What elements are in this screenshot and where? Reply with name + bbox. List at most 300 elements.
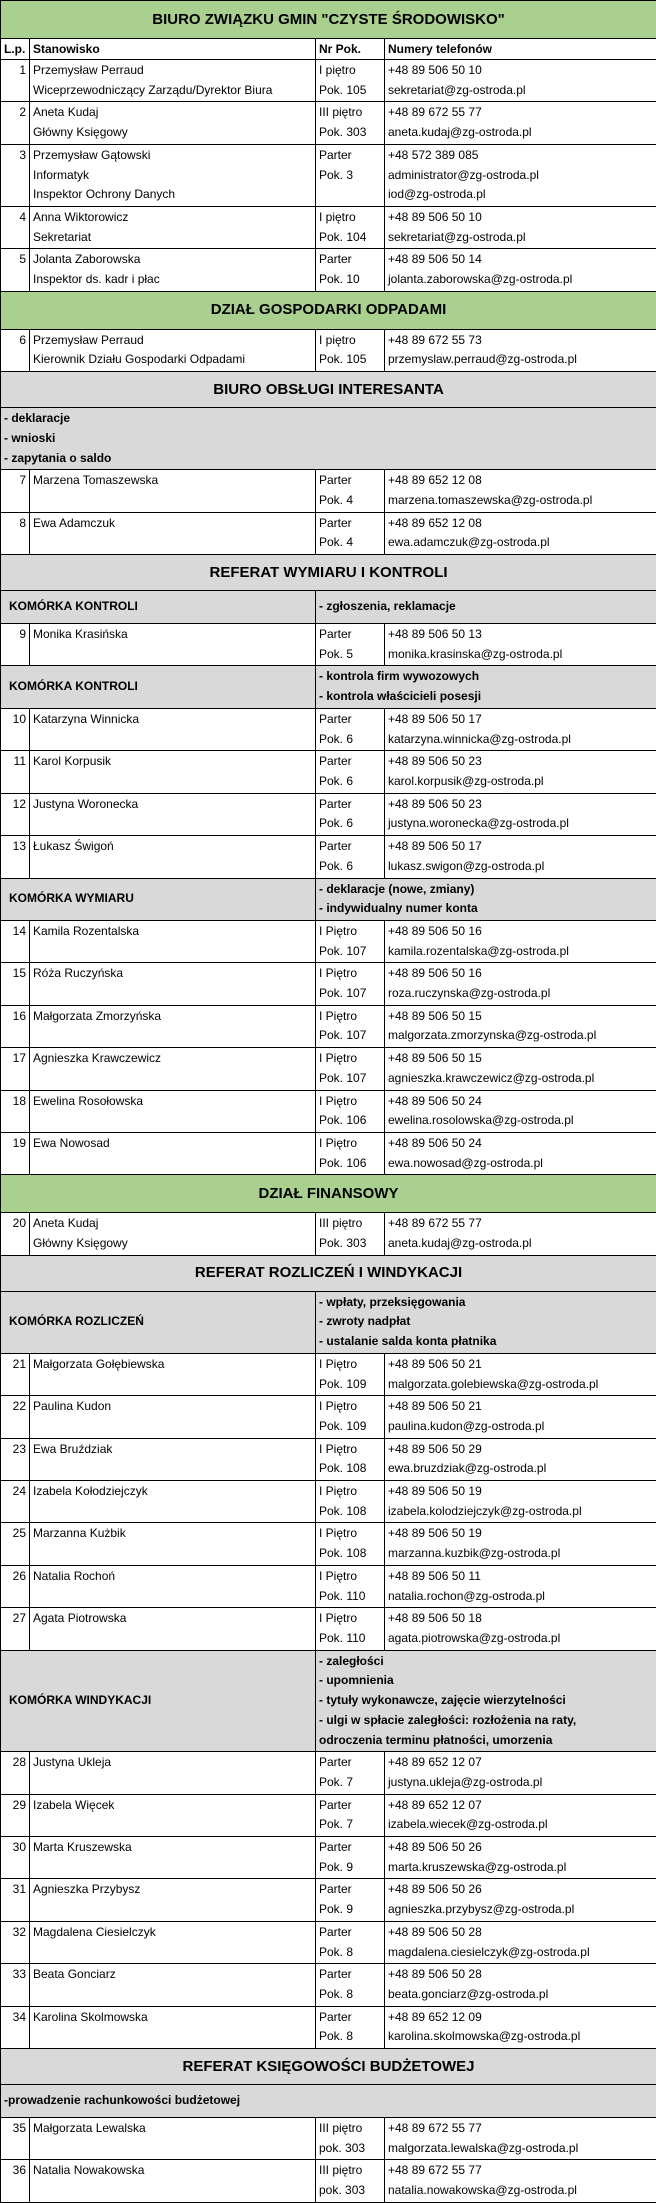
duty-line: - tytuły wykonawcze, zajęcie wierzytelności xyxy=(319,1691,653,1711)
row-number: 20 xyxy=(1,1213,30,1255)
duty-line: odroczenia terminu płatności, umorzenia xyxy=(319,1731,653,1751)
subunit-duties xyxy=(316,1650,656,1752)
contact-line: +48 89 672 55 77 xyxy=(388,103,653,123)
room-line: Pok. 107 xyxy=(319,1026,381,1046)
contact-line: malgorzata.golebiewska@zg-ostroda.pl xyxy=(388,1375,653,1395)
row-number: 14 xyxy=(1,920,30,962)
contact-line: +48 89 506 50 19 xyxy=(388,1524,653,1544)
document-title: BIURO ZWIĄZKU GMIN "CZYSTE ŚRODOWISKO" xyxy=(1,1,656,39)
position-line: Magdalena Ciesielczyk xyxy=(33,1923,312,1943)
contact-line: +48 572 389 085 xyxy=(388,146,653,166)
room-line: Parter xyxy=(319,514,381,534)
position-line: Anna Wiktorowicz xyxy=(33,208,312,228)
position-line: Marzena Tomaszewska xyxy=(33,471,312,491)
room-line: Parter xyxy=(319,1965,381,1985)
contact-line: +48 89 506 50 23 xyxy=(388,795,653,815)
position-cell xyxy=(30,836,316,878)
contact-line: +48 89 652 12 07 xyxy=(388,1753,653,1773)
contact-line: paulina.kudon@zg-ostroda.pl xyxy=(388,1417,653,1437)
contact-line: +48 89 506 50 17 xyxy=(388,837,653,857)
contact-line: +48 89 506 50 23 xyxy=(388,752,653,772)
duty-line: - deklaracje (nowe, zmiany) xyxy=(319,880,653,900)
contact-cell xyxy=(385,708,656,750)
room-line: Pok. 8 xyxy=(319,1943,381,1963)
room-cell xyxy=(316,1048,385,1090)
room-line: Pok. 6 xyxy=(319,730,381,750)
duty-line: - zgłoszenia, reklamacje xyxy=(319,597,653,617)
contact-cell xyxy=(385,144,656,206)
room-line: Pok. 4 xyxy=(319,533,381,553)
section-row xyxy=(1,1255,656,1291)
contact-cell xyxy=(385,1879,656,1921)
position-line xyxy=(33,1985,312,2005)
room-line: I Piętro xyxy=(319,1397,381,1417)
position-line xyxy=(33,1629,312,1649)
row-number: 18 xyxy=(1,1090,30,1132)
section-row xyxy=(1,372,656,408)
contact-cell xyxy=(385,836,656,878)
contact-cell xyxy=(385,249,656,291)
position-cell xyxy=(30,1132,316,1174)
position-line: Przemysław Perraud xyxy=(33,331,312,351)
position-line: Ewa Adamczuk xyxy=(33,514,312,534)
row-number: 16 xyxy=(1,1005,30,1047)
contact-cell xyxy=(385,1048,656,1090)
row-number: 6 xyxy=(1,329,30,371)
contact-line: kamila.rozentalska@zg-ostroda.pl xyxy=(388,942,653,962)
duty-line: - zwroty nadpłat xyxy=(319,1312,653,1332)
contact-line: +48 89 506 50 18 xyxy=(388,1609,653,1629)
room-line: III piętro xyxy=(319,2119,381,2139)
row-number: 33 xyxy=(1,1964,30,2006)
position-line: Łukasz Świgoń xyxy=(33,837,312,857)
room-cell xyxy=(316,836,385,878)
contact-cell xyxy=(385,2006,656,2048)
room-line: Pok. 8 xyxy=(319,1985,381,2005)
section-row xyxy=(1,555,656,591)
room-line: Pok. 8 xyxy=(319,2027,381,2047)
contact-cell xyxy=(385,1794,656,1836)
table-row xyxy=(1,624,656,666)
table-row xyxy=(1,1608,656,1650)
contact-cell xyxy=(385,470,656,512)
position-line: Marzanna Kużbik xyxy=(33,1524,312,1544)
position-cell xyxy=(30,329,316,371)
table-row xyxy=(1,1837,656,1879)
room-cell xyxy=(316,624,385,666)
room-line: III piętro xyxy=(319,103,381,123)
table-row xyxy=(1,1481,656,1523)
contact-cell xyxy=(385,1481,656,1523)
row-number: 30 xyxy=(1,1837,30,1879)
position-line xyxy=(33,1900,312,1920)
position-line: Sekretariat xyxy=(33,228,312,248)
contact-line: +48 89 506 50 15 xyxy=(388,1007,653,1027)
row-number: 15 xyxy=(1,963,30,1005)
contact-line: justyna.ukleja@zg-ostroda.pl xyxy=(388,1773,653,1793)
room-line: I Piętro xyxy=(319,1482,381,1502)
contact-line: karol.korpusik@zg-ostroda.pl xyxy=(388,772,653,792)
position-line: Kierownik Działu Gospodarki Odpadami xyxy=(33,350,312,370)
position-line xyxy=(33,645,312,665)
room-line: I Piętro xyxy=(319,964,381,984)
room-line: III piętro xyxy=(319,2161,381,2181)
room-line: Pok. 109 xyxy=(319,1375,381,1395)
info-row xyxy=(1,408,656,470)
contact-line: +48 89 506 50 16 xyxy=(388,964,653,984)
contact-line: +48 89 652 12 09 xyxy=(388,2008,653,2028)
subunit-row xyxy=(1,878,656,920)
info-cell xyxy=(1,2085,656,2118)
room-line: Parter xyxy=(319,2008,381,2028)
room-line: Pok. 109 xyxy=(319,1417,381,1437)
table-row xyxy=(1,1213,656,1255)
position-line: Główny Księgowy xyxy=(33,123,312,143)
duty-line: - kontrola właścicieli posesji xyxy=(319,687,653,707)
contact-line: marzanna.kuzbik@zg-ostroda.pl xyxy=(388,1544,653,1564)
room-line: Pok. 110 xyxy=(319,1629,381,1649)
table-row xyxy=(1,60,656,102)
room-line: Pok. 5 xyxy=(319,645,381,665)
contact-line: iod@zg-ostroda.pl xyxy=(388,185,653,205)
position-cell xyxy=(30,512,316,554)
row-number: 22 xyxy=(1,1396,30,1438)
contact-cell xyxy=(385,1213,656,1255)
room-line: Pok. 9 xyxy=(319,1900,381,1920)
row-number: 9 xyxy=(1,624,30,666)
position-line: Główny Księgowy xyxy=(33,1234,312,1254)
room-line: I Piętro xyxy=(319,1567,381,1587)
contact-cell xyxy=(385,751,656,793)
contact-line: +48 89 672 55 77 xyxy=(388,2161,653,2181)
position-line xyxy=(33,1858,312,1878)
position-line: Róża Ruczyńska xyxy=(33,964,312,984)
position-line: Inspektor Ochrony Danych xyxy=(33,185,312,205)
position-cell xyxy=(30,470,316,512)
room-cell xyxy=(316,1964,385,2006)
room-cell xyxy=(316,512,385,554)
contact-line: +48 89 506 50 14 xyxy=(388,250,653,270)
position-cell xyxy=(30,1438,316,1480)
room-line: Pok. 108 xyxy=(319,1459,381,1479)
room-line: Pok. 10 xyxy=(319,270,381,290)
info-line: - zapytania o saldo xyxy=(4,449,653,469)
subunit-row xyxy=(1,1650,656,1752)
position-line xyxy=(33,772,312,792)
position-line xyxy=(33,1544,312,1564)
position-line: Inspektor ds. kadr i płac xyxy=(33,270,312,290)
contact-line: +48 89 506 50 10 xyxy=(388,208,653,228)
position-line xyxy=(33,1026,312,1046)
position-cell xyxy=(30,1837,316,1879)
subunit-duties xyxy=(316,591,656,624)
position-cell xyxy=(30,708,316,750)
row-number: 25 xyxy=(1,1523,30,1565)
contact-line: natalia.rochon@zg-ostroda.pl xyxy=(388,1587,653,1607)
position-line: Przemysław Perraud xyxy=(33,61,312,81)
contact-line: +48 89 652 12 08 xyxy=(388,471,653,491)
duty-line: - zaległości xyxy=(319,1652,653,1672)
position-line: Monika Krasińska xyxy=(33,625,312,645)
room-line: I Piętro xyxy=(319,1440,381,1460)
room-cell xyxy=(316,1879,385,1921)
duty-line: - indywidualny numer konta xyxy=(319,899,653,919)
position-cell xyxy=(30,144,316,206)
row-number: 27 xyxy=(1,1608,30,1650)
room-line: Pok. 107 xyxy=(319,984,381,1004)
room-line: I piętro xyxy=(319,208,381,228)
contact-line: +48 89 652 12 08 xyxy=(388,514,653,534)
contact-line: ewa.nowosad@zg-ostroda.pl xyxy=(388,1154,653,1174)
contact-cell xyxy=(385,624,656,666)
contact-line: agnieszka.przybysz@zg-ostroda.pl xyxy=(388,1900,653,1920)
position-line xyxy=(33,1069,312,1089)
contact-cell xyxy=(385,1837,656,1879)
info-row xyxy=(1,2085,656,2118)
contact-line: +48 89 506 50 26 xyxy=(388,1880,653,1900)
contact-cell xyxy=(385,920,656,962)
table-row xyxy=(1,1048,656,1090)
room-cell xyxy=(316,1837,385,1879)
section-title: REFERAT WYMIARU I KONTROLI xyxy=(1,555,656,591)
contact-cell xyxy=(385,1438,656,1480)
room-cell xyxy=(316,1396,385,1438)
row-number: 17 xyxy=(1,1048,30,1090)
contact-line: malgorzata.lewalska@zg-ostroda.pl xyxy=(388,2139,653,2159)
position-line xyxy=(33,1154,312,1174)
contact-cell xyxy=(385,2160,656,2202)
position-line xyxy=(33,1587,312,1607)
table-row xyxy=(1,329,656,371)
room-cell xyxy=(316,1132,385,1174)
subunit-label: KOMÓRKA KONTROLI xyxy=(1,666,316,708)
header-lp: L.p. xyxy=(1,39,30,60)
contact-cell xyxy=(385,1964,656,2006)
section-row xyxy=(1,2049,656,2085)
position-line: Małgorzata Lewalska xyxy=(33,2119,312,2139)
position-cell xyxy=(30,920,316,962)
room-line: Parter xyxy=(319,1753,381,1773)
table-row xyxy=(1,1396,656,1438)
room-line: I Piętro xyxy=(319,1609,381,1629)
table-row xyxy=(1,144,656,206)
position-line xyxy=(33,1815,312,1835)
room-line: Pok. 106 xyxy=(319,1154,381,1174)
position-line: Agata Piotrowska xyxy=(33,1609,312,1629)
contact-line: agnieszka.krawczewicz@zg-ostroda.pl xyxy=(388,1069,653,1089)
room-line: Pok. 3 xyxy=(319,166,381,186)
contact-cell xyxy=(385,1523,656,1565)
room-line: I Piętro xyxy=(319,1007,381,1027)
contact-cell xyxy=(385,1565,656,1607)
room-cell xyxy=(316,144,385,206)
room-line: Pok. 7 xyxy=(319,1815,381,1835)
row-number: 7 xyxy=(1,470,30,512)
room-line: I Piętro xyxy=(319,1524,381,1544)
contact-line: jolanta.zaborowska@zg-ostroda.pl xyxy=(388,270,653,290)
duty-line: - kontrola firm wywozowych xyxy=(319,667,653,687)
room-line: Parter xyxy=(319,250,381,270)
contact-line: +48 89 672 55 73 xyxy=(388,331,653,351)
subunit-row xyxy=(1,666,656,708)
contact-line: +48 89 652 12 07 xyxy=(388,1796,653,1816)
position-cell xyxy=(30,1964,316,2006)
contact-line: aneta.kudaj@zg-ostroda.pl xyxy=(388,123,653,143)
contact-line: +48 89 506 50 24 xyxy=(388,1092,653,1112)
room-cell xyxy=(316,1523,385,1565)
table-row xyxy=(1,1438,656,1480)
position-line: Małgorzata Zmorzyńska xyxy=(33,1007,312,1027)
table-row xyxy=(1,1132,656,1174)
position-line xyxy=(33,857,312,877)
section-row xyxy=(1,1175,656,1213)
position-line: Przemysław Gątowski xyxy=(33,146,312,166)
contact-cell xyxy=(385,1608,656,1650)
contact-line: sekretariat@zg-ostroda.pl xyxy=(388,81,653,101)
contact-line: lukasz.swigon@zg-ostroda.pl xyxy=(388,857,653,877)
row-number: 5 xyxy=(1,249,30,291)
subunit-duties xyxy=(316,878,656,920)
position-cell xyxy=(30,60,316,102)
section-title: DZIAŁ GOSPODARKI ODPADAMI xyxy=(1,291,656,329)
subunit-label: KOMÓRKA KONTROLI xyxy=(1,591,316,624)
contact-line: +48 89 506 50 21 xyxy=(388,1397,653,1417)
duty-line: - upomnienia xyxy=(319,1671,653,1691)
room-line: Pok. 107 xyxy=(319,1069,381,1089)
position-cell xyxy=(30,1048,316,1090)
position-cell xyxy=(30,751,316,793)
position-line: Izabela Więcek xyxy=(33,1796,312,1816)
position-cell xyxy=(30,1794,316,1836)
row-number: 3 xyxy=(1,144,30,206)
contact-line: roza.ruczynska@zg-ostroda.pl xyxy=(388,984,653,1004)
row-number: 10 xyxy=(1,708,30,750)
contact-line: justyna.woronecka@zg-ostroda.pl xyxy=(388,814,653,834)
room-cell xyxy=(316,1353,385,1395)
row-number: 4 xyxy=(1,206,30,248)
row-number: 13 xyxy=(1,836,30,878)
position-cell xyxy=(30,1005,316,1047)
room-line: Parter xyxy=(319,146,381,166)
contact-cell xyxy=(385,102,656,144)
table-row xyxy=(1,1005,656,1047)
contact-line: +48 89 506 50 16 xyxy=(388,922,653,942)
table-row xyxy=(1,249,656,291)
room-line: I Piętro xyxy=(319,922,381,942)
table-row xyxy=(1,1794,656,1836)
room-line: Pok. 4 xyxy=(319,491,381,511)
contact-line: katarzyna.winnicka@zg-ostroda.pl xyxy=(388,730,653,750)
row-number: 29 xyxy=(1,1794,30,1836)
room-line: Pok. 105 xyxy=(319,350,381,370)
position-cell xyxy=(30,1565,316,1607)
room-cell xyxy=(316,60,385,102)
contact-line: ewa.adamczuk@zg-ostroda.pl xyxy=(388,533,653,553)
room-cell xyxy=(316,1005,385,1047)
position-line xyxy=(33,984,312,1004)
position-line: Ewa Nowosad xyxy=(33,1134,312,1154)
row-number: 1 xyxy=(1,60,30,102)
table-row xyxy=(1,1752,656,1794)
subunit-label: KOMÓRKA WYMIARU xyxy=(1,878,316,920)
contact-line: malgorzata.zmorzynska@zg-ostroda.pl xyxy=(388,1026,653,1046)
room-line: Pok. 6 xyxy=(319,772,381,792)
position-cell xyxy=(30,249,316,291)
contact-line: +48 89 672 55 77 xyxy=(388,2119,653,2139)
position-cell xyxy=(30,1879,316,1921)
row-number: 34 xyxy=(1,2006,30,2048)
position-line: Justyna Woronecka xyxy=(33,795,312,815)
table-row xyxy=(1,1921,656,1963)
room-line: Parter xyxy=(319,625,381,645)
contact-line: marta.kruszewska@zg-ostroda.pl xyxy=(388,1858,653,1878)
room-line: pok. 303 xyxy=(319,2181,381,2201)
contact-line: beata.gonciarz@zg-ostroda.pl xyxy=(388,1985,653,2005)
room-line: Parter xyxy=(319,795,381,815)
position-cell xyxy=(30,102,316,144)
table-row xyxy=(1,836,656,878)
position-cell xyxy=(30,2160,316,2202)
contact-cell xyxy=(385,1090,656,1132)
table-row xyxy=(1,1879,656,1921)
row-number: 23 xyxy=(1,1438,30,1480)
position-cell xyxy=(30,1608,316,1650)
contact-line: +48 89 506 50 17 xyxy=(388,710,653,730)
position-line: Małgorzata Gołębiewska xyxy=(33,1355,312,1375)
position-line xyxy=(33,942,312,962)
subunit-duties xyxy=(316,1291,656,1353)
table-row xyxy=(1,470,656,512)
room-cell xyxy=(316,1481,385,1523)
table-row xyxy=(1,206,656,248)
room-cell xyxy=(316,249,385,291)
position-line: Agnieszka Przybysz xyxy=(33,1880,312,1900)
position-cell xyxy=(30,206,316,248)
position-cell xyxy=(30,793,316,835)
room-cell xyxy=(316,793,385,835)
contact-line: +48 89 506 50 28 xyxy=(388,1965,653,1985)
room-cell xyxy=(316,1438,385,1480)
room-cell xyxy=(316,1921,385,1963)
info-line: - deklaracje xyxy=(4,409,653,429)
table-header-row xyxy=(1,39,656,60)
position-line xyxy=(33,730,312,750)
position-line xyxy=(33,533,312,553)
position-cell xyxy=(30,1752,316,1794)
row-number: 36 xyxy=(1,2160,30,2202)
position-line xyxy=(33,1502,312,1522)
room-line: Parter xyxy=(319,752,381,772)
contact-line: natalia.nowakowska@zg-ostroda.pl xyxy=(388,2181,653,2201)
contact-line: karolina.skolmowska@zg-ostroda.pl xyxy=(388,2027,653,2047)
room-cell xyxy=(316,2118,385,2160)
room-cell xyxy=(316,1752,385,1794)
room-line: III piętro xyxy=(319,1214,381,1234)
contact-cell xyxy=(385,206,656,248)
room-cell xyxy=(316,751,385,793)
position-line: Paulina Kudon xyxy=(33,1397,312,1417)
room-cell xyxy=(316,1090,385,1132)
position-line: Karolina Skolmowska xyxy=(33,2008,312,2028)
position-line: Kamila Rozentalska xyxy=(33,922,312,942)
room-cell xyxy=(316,1565,385,1607)
contact-line: +48 89 506 50 29 xyxy=(388,1440,653,1460)
contact-cell xyxy=(385,963,656,1005)
section-row xyxy=(1,291,656,329)
table-row xyxy=(1,1964,656,2006)
room-line: Pok. 303 xyxy=(319,123,381,143)
position-cell xyxy=(30,2006,316,2048)
